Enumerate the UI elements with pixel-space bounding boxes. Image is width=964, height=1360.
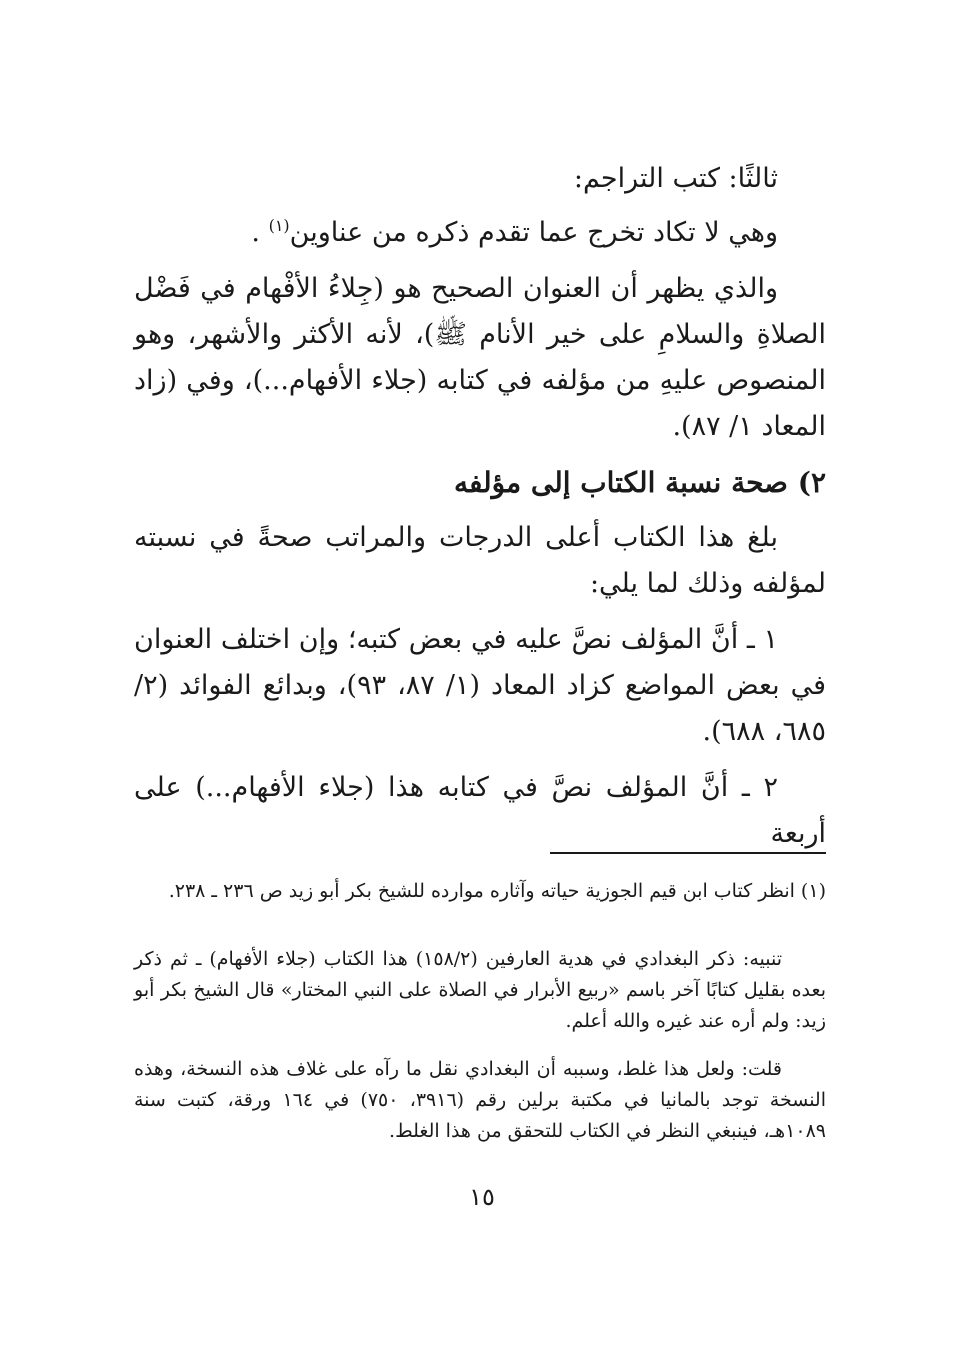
footnote-separator — [550, 852, 826, 854]
paragraph-correct-title: والذي يظهر أن العنوان الصحيح هو (جِلاءُ الأفْهام في فَضْل الصلاةِ والسلامِ على خير الأنام ﷺ)، لأنه الأكثر والأشهر، وهو المنصوص عليهِ من مؤلفه في كتابه (جلاء الأفهام...)، وفي (زاد المعاد ١/ ٨٧). — [134, 273, 826, 442]
paragraph-attribution-intro: بلغ هذا الكتاب أعلى الدرجات والمراتب صحةً في نسبته لمؤلفه وذلك لما يلي: — [134, 522, 826, 599]
page-number: ١٥ — [469, 1183, 495, 1211]
footnote-reference: (١) — [268, 216, 290, 235]
footnote-comment: قلت: ولعل هذا غلط، وسببه أن البغدادي نقل ما رآه على غلاف هذه النسخة، وهذه النسخة توجد بالمانيا في مكتبة برلين رقم (٣٩١٦، ٧٥٠) في ١٦٤ ورقة، كتبت سنة ١٠٨٩هـ، فينبغي النظر في الكتاب للتحقق من هذا الغلط. — [134, 1058, 826, 1142]
paragraph-point-one: ١ ـ أنَّ المؤلف نصَّ عليه في بعض كتبه؛ وإن اختلف العنوان في بعض المواضع كزاد المعاد (١/ ٨٧، ٩٣)، وبدائع الفوائد (٢/ ٦٨٥، ٦٨٨). — [134, 624, 826, 747]
footnote-one: (١) انظر كتاب ابن قيم الجوزية حياته وآثاره موارده للشيخ بكر أبو زيد ص ٢٣٦ ـ ٢٣٨. — [168, 880, 826, 902]
paragraph-point-two: ٢ ـ أنَّ المؤلف نصَّ في كتابه هذا (جلاء الأفهام...) على أربعة — [134, 772, 826, 849]
paragraph-text: وهي لا تكاد تخرج عما تقدم ذكره من عناوين — [289, 217, 778, 248]
section-title-biographies: ثالثًا: كتب التراجم: — [573, 163, 778, 194]
paragraph-titles-note — [134, 210, 826, 256]
section-heading-attribution: ٢) صحة نسبة الكتاب إلى مؤلفه — [453, 466, 826, 499]
footnote-notice: تنبيه: ذكر البغدادي في هدية العارفين (١٥٨/٢) هذا الكتاب (جلاء الأفهام) ـ ثم ذكر بعده بقليل كتابًا آخر باسم «ربيع الأبرار في الصلاة على النبي المختار» قال الشيخ بكر أبو زيد: ولم أره عند غيره والله أعلم. — [134, 948, 826, 1032]
paragraph-period: . — [251, 217, 260, 248]
